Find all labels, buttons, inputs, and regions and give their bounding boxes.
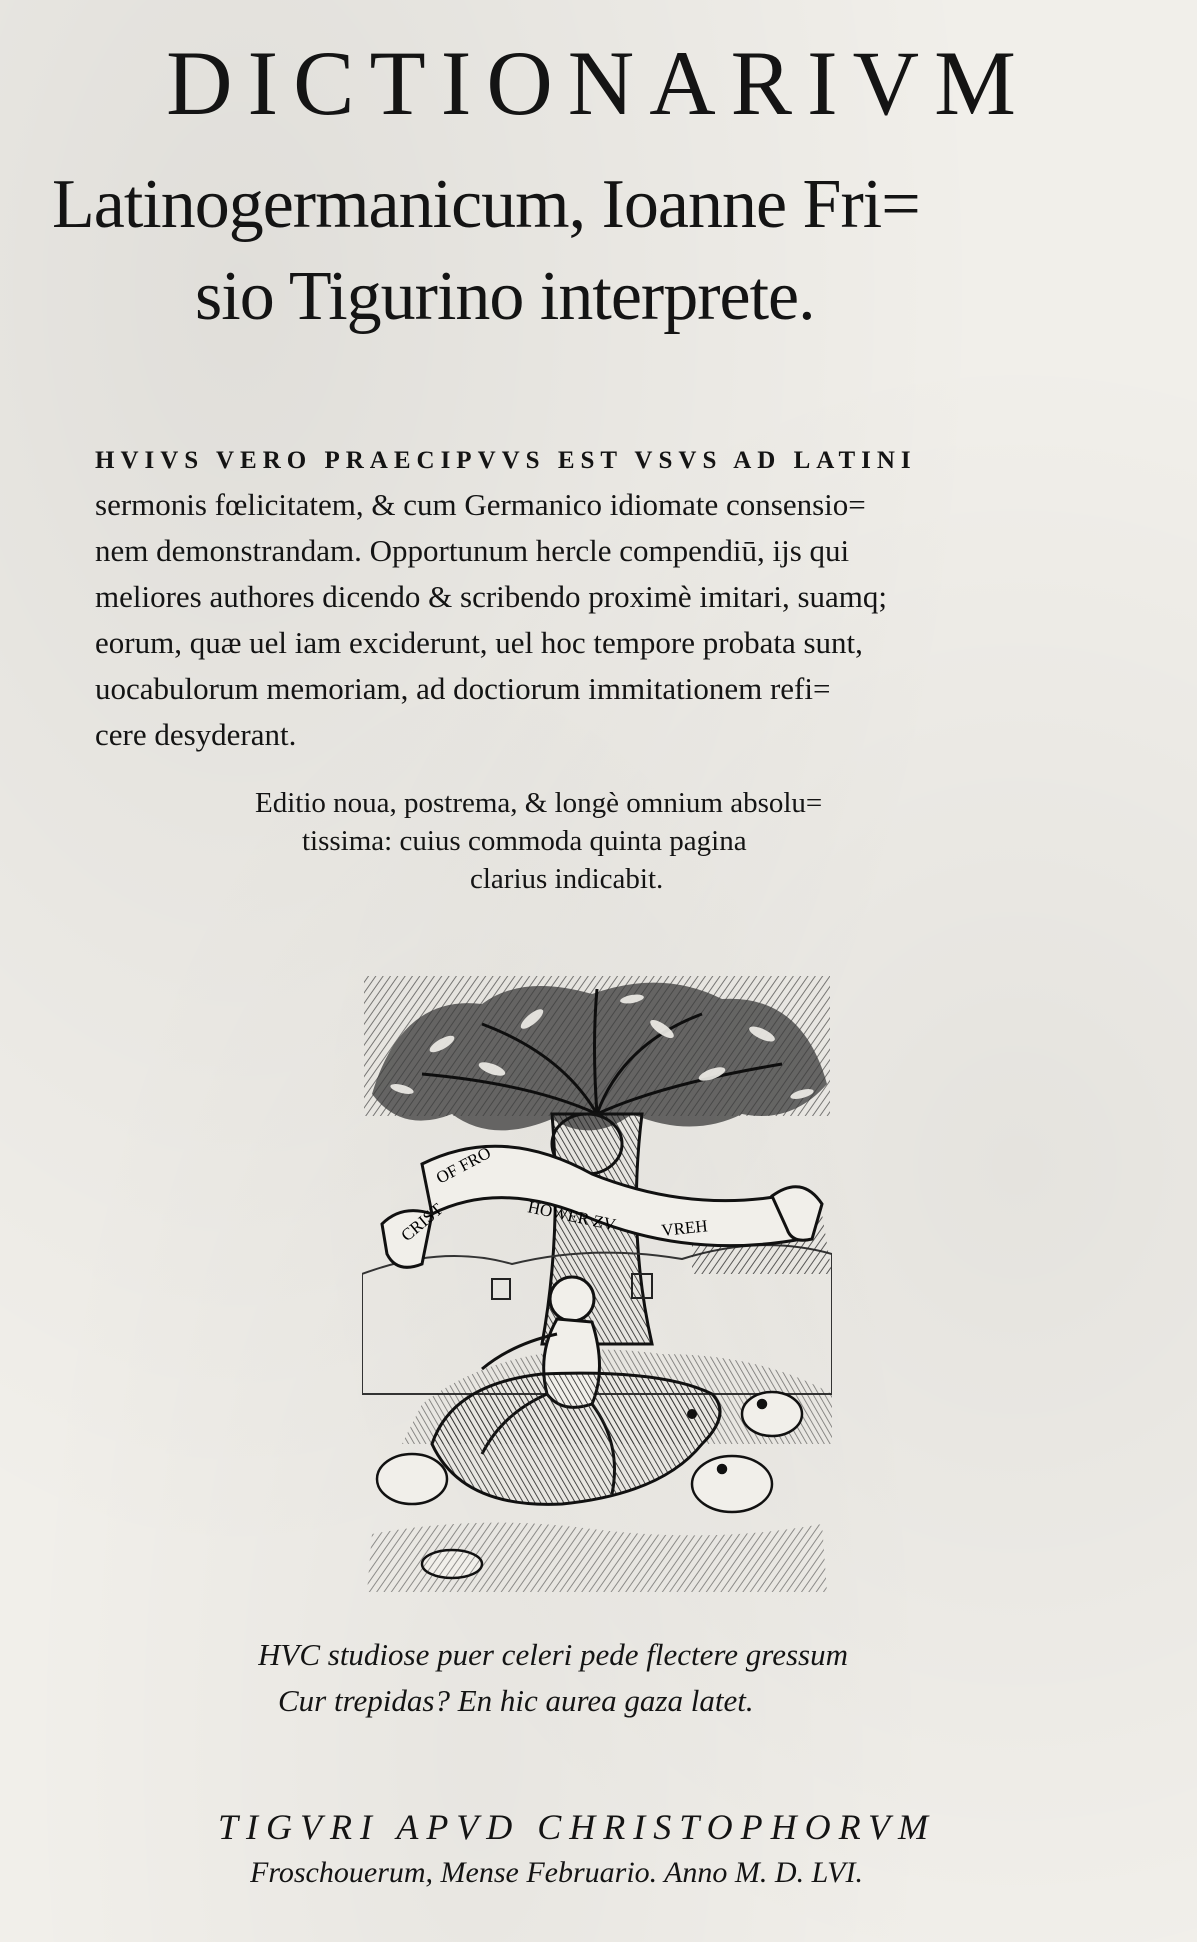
banner-text-middle: HOWER ZV [526, 1197, 618, 1235]
description-line-6: uocabulorum memoriam, ad doctiorum immitationem refi= [95, 671, 831, 706]
banner-text-left: CRIST [397, 1199, 447, 1246]
description-line-7: cere desyderant. [95, 717, 297, 752]
description-line-4: meliores authores dicendo & scribendo proximè imitari, suamq; [95, 579, 888, 614]
subtitle-line-2: sio Tigurino interprete. [195, 258, 815, 335]
motto-line-1: HVC studiose puer celeri pede flectere gressum [258, 1637, 848, 1672]
banner-text-upper: OF FRO [432, 1143, 495, 1188]
book-title: DICTIONARIVM [166, 32, 1031, 134]
imprint-line-2: Froschouerum, Mense Februario. Anno M. D. LVI. [250, 1856, 863, 1889]
description-line-3: nem demonstrandam. Opportunum hercle compendiū, ijs qui [95, 533, 850, 568]
description-line-2: sermonis fœlicitatem, & cum Germanico idiomate consensio= [95, 487, 866, 522]
motto-line-2: Cur trepidas? En hic aurea gaza latet. [278, 1683, 754, 1718]
beast-figure [432, 1373, 720, 1504]
edition-line-2: tissima: cuius commoda quinta pagina [302, 825, 747, 857]
edition-line-3: clarius indicabit. [470, 863, 664, 895]
printers-device-woodcut [362, 974, 832, 1594]
subtitle-line-1: Latinogermanicum, Ioanne Fri= [52, 166, 920, 243]
edition-line-1: Editio noua, postrema, & longè omnium absolu= [255, 787, 823, 819]
imprint-line-1: TIGVRI APVD CHRISTOPHORVM [218, 1807, 936, 1847]
ground [367, 1523, 827, 1592]
description-line-5: eorum, quæ uel iam exciderunt, uel hoc tempore probata sunt, [95, 625, 863, 660]
banner-text-right: VREH [660, 1216, 709, 1240]
description-line-1: HVIVS VERO PRAECIPVVS EST VSVS AD LATINI [95, 447, 917, 474]
tree-canopy [364, 976, 830, 1130]
